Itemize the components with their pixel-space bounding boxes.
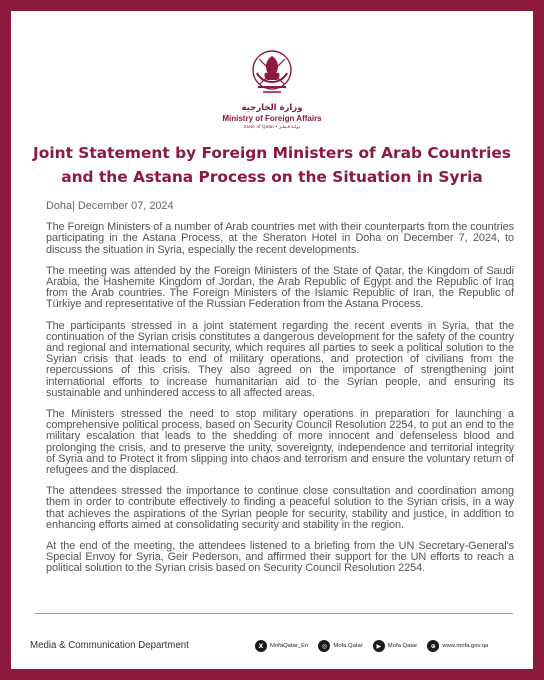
- youtube-icon: ▶: [373, 640, 385, 652]
- social-instagram-label: Mofa.Qatar: [333, 643, 363, 649]
- qatar-emblem-icon: [249, 47, 295, 101]
- statement-body: [46, 201, 514, 575]
- footer-divider: [35, 613, 513, 614]
- social-x-label: MofaQatar_En: [270, 643, 309, 649]
- statement-title: [31, 141, 513, 189]
- globe-icon: ⊕: [427, 640, 439, 652]
- paragraph-6: At the end of the meeting, the attendees listened to a briefing from the UN Secretary-General's Special Envoy for Syria, Geir Pederson, and affirmed their support for the UN efforts to reach a political solution to the Syrian crisis based on Security Council Resolution 2254.: [46, 540, 514, 575]
- instagram-icon: ◎: [318, 640, 330, 652]
- paragraph-2: The meeting was attended by the Foreign Ministers of the State of Qatar, the Kingdom of Saudi Arabia, the Hashemite Kingdom of Jordan, the Arab Republic of Egypt and the Republic of Iraq from the Arab countries. The Foreign Ministers of the Islamic Republic of Iran, the Republic of Türkiye and representative of the Russian Federation from the Astana Process.: [46, 264, 514, 311]
- social-youtube-label: Mofa Qatar: [387, 643, 418, 649]
- paragraph-1: The Foreign Ministers of a number of Arab countries met with their counterparts from the countries participating in the Astana Process, at the Sheraton Hotel in Doha on December 7, 2024, to discuss the situation in Syria, especially the recent developments.: [46, 221, 514, 256]
- social-links: [255, 636, 488, 656]
- title-line-2: and the Astana Process on the Situation in Syria: [61, 168, 483, 186]
- ministry-logo: [11, 47, 533, 130]
- website-link[interactable]: [427, 640, 488, 652]
- social-x-link[interactable]: [255, 640, 308, 652]
- footer: [20, 636, 514, 656]
- department-name: Media & Communication Department: [30, 640, 189, 651]
- website-label: www.mofa.gov.qa: [442, 643, 489, 649]
- social-youtube-link[interactable]: [373, 640, 417, 652]
- dateline: Doha| December 07, 2024: [46, 200, 174, 212]
- title-line-1: Joint Statement by Foreign Ministers of Arab Countries: [33, 144, 511, 162]
- logo-arabic-text: وزارة الخارجية: [241, 103, 303, 113]
- paragraph-3: The participants stressed in a joint statement regarding the recent events in Syria, that the continuation of the Syrian crisis constitutes a dangerous development for the safety of the country and regional and international security, which requires all parties to seek a political solution to the Syrian crisis that leads to end of military operations, and protection of civilians from the repercussions of this crisis. They also agreed on the importance of strengthening joint international efforts to increase humanitarian aid to the Syrian people, and ensuring its sustainable and unhindered access to all affected areas.: [46, 319, 514, 399]
- logo-subtitle: State of Qatar • دولـة قـطـر: [243, 124, 301, 129]
- logo-english-text: Ministry of Foreign Affairs: [222, 114, 322, 123]
- x-icon: X: [255, 640, 267, 652]
- social-instagram-link[interactable]: [318, 640, 362, 652]
- paragraph-5: The attendees stressed the importance to continue close consultation and coordination among them in order to contribute effectively to finding a peaceful solution to the Syrian crisis, in a way that achieves the aspirations of the Syrian people for security, stability and justice, in addition to enhancing efforts aimed at consolidating security and stability in the region.: [46, 485, 514, 531]
- paragraph-4: The Ministers stressed the need to stop military operations in preparation for launching a comprehensive political process, based on Security Council Resolution 2254, to put an end to the military escalation that leads to the shedding of more innocent and defenseless blood and prolonging the crisis, and to preserve the unity, sovereignty, independence and territorial integrity of Syria and to Protect it from slipping into chaos and terrorism and ensure the voluntary return of refugees and the displaced.: [46, 408, 514, 477]
